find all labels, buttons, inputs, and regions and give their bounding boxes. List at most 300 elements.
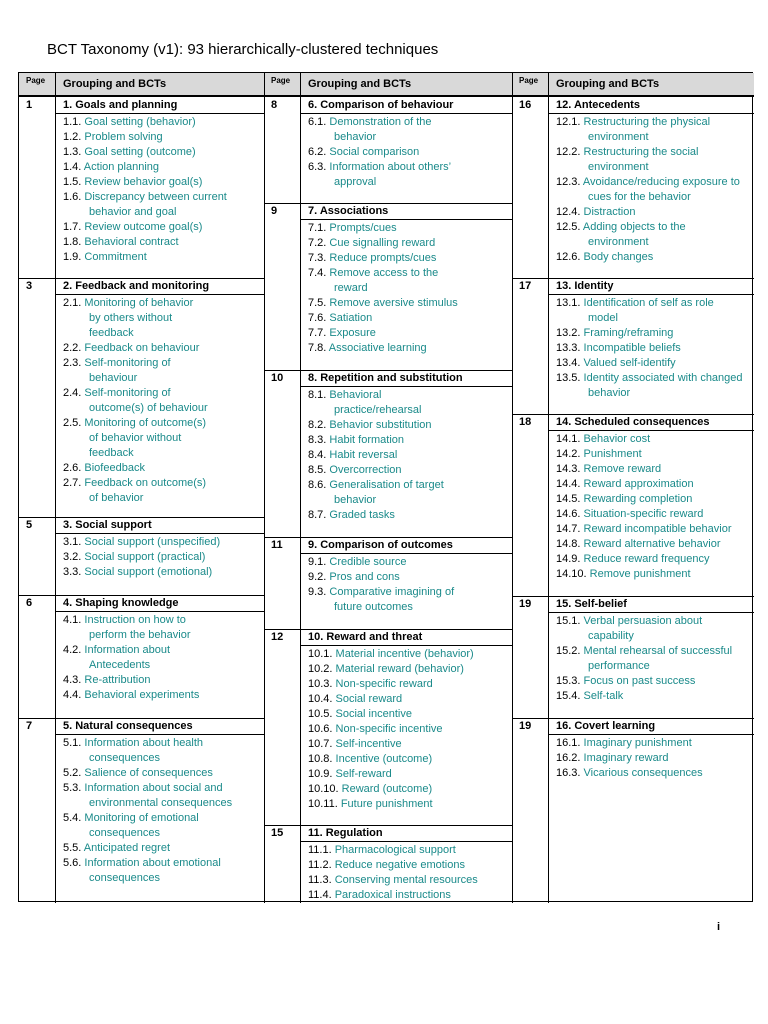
- technique-label: Vicarious consequences: [583, 767, 703, 779]
- document-title: BCT Taxonomy (v1): 93 hierarchically-clustered techniques: [47, 41, 439, 58]
- technique-number: 13.1.: [556, 297, 584, 309]
- technique-item: [556, 296, 714, 311]
- technique-item: [308, 311, 372, 326]
- technique-label: Habit formation: [329, 434, 404, 446]
- technique-item: [63, 613, 186, 628]
- technique-label: Incentive (outcome): [335, 753, 433, 765]
- technique-item: [63, 535, 220, 550]
- technique-label: Credible source: [329, 556, 407, 568]
- technique-item: [63, 476, 206, 491]
- technique-number: 8.5.: [308, 464, 330, 476]
- technique-item: [63, 673, 150, 688]
- group-title: 2. Feedback and monitoring: [63, 280, 210, 292]
- group-page-number: 19: [519, 720, 532, 732]
- technique-label: Feedback on behaviour: [84, 342, 200, 354]
- technique-number: 14.6.: [556, 508, 584, 520]
- group-title: 16. Covert learning: [556, 720, 656, 732]
- technique-label: Social support (emotional): [84, 566, 213, 578]
- technique-number: 13.4.: [556, 357, 584, 369]
- technique-label: Review behavior goal(s): [84, 176, 203, 188]
- technique-label: Monitoring of behavior: [84, 297, 194, 309]
- technique-item: [308, 707, 412, 722]
- technique-item: [556, 175, 740, 190]
- technique-item: [556, 356, 676, 371]
- technique-item: [308, 843, 456, 858]
- group-title-rule: [548, 734, 754, 735]
- technique-item: [63, 341, 199, 356]
- technique-label-continued: cues for the behavior: [588, 191, 691, 203]
- group-title-rule: [55, 294, 264, 295]
- technique-item: [308, 692, 402, 707]
- technique-label-continued: capability: [588, 630, 634, 642]
- column-divider: [512, 73, 513, 903]
- technique-label: Punishment: [583, 448, 642, 460]
- technique-number: 1.2.: [63, 131, 85, 143]
- technique-number: 2.4.: [63, 387, 85, 399]
- technique-number: 11.3.: [308, 874, 335, 886]
- technique-number: 5.2.: [63, 767, 85, 779]
- technique-number: 10.2.: [308, 663, 336, 675]
- technique-number: 7.1.: [308, 222, 330, 234]
- technique-item: [63, 235, 179, 250]
- technique-label: Self-reward: [335, 768, 392, 780]
- technique-number: 12.6.: [556, 251, 584, 263]
- technique-number: 16.2.: [556, 752, 584, 764]
- technique-item: [63, 416, 206, 431]
- technique-number: 8.1.: [308, 389, 330, 401]
- technique-label: Future punishment: [340, 798, 433, 810]
- technique-label-continued: behavior: [334, 494, 377, 506]
- technique-item: [556, 462, 661, 477]
- technique-number: 10.7.: [308, 738, 336, 750]
- technique-number: 1.6.: [63, 191, 85, 203]
- technique-number: 16.1.: [556, 737, 584, 749]
- technique-number: 3.1.: [63, 536, 85, 548]
- technique-number: 8.6.: [308, 479, 330, 491]
- technique-label: Graded tasks: [329, 509, 395, 521]
- technique-number: 10.10.: [308, 783, 342, 795]
- technique-number: 7.6.: [308, 312, 330, 324]
- technique-number: 14.2.: [556, 448, 584, 460]
- technique-label-continued: consequences: [89, 752, 160, 764]
- technique-number: 9.1.: [308, 556, 330, 568]
- technique-item: [308, 341, 427, 356]
- technique-number: 12.3.: [556, 176, 583, 188]
- technique-number: 1.4.: [63, 161, 84, 173]
- group-title: 5. Natural consequences: [63, 720, 193, 732]
- technique-label: Habit reversal: [329, 449, 398, 461]
- technique-label: Action planning: [83, 161, 160, 173]
- technique-item: [308, 388, 381, 403]
- group-page-number: 3: [26, 280, 33, 292]
- technique-label: Adding objects to the: [582, 221, 686, 233]
- technique-label: Demonstration of the: [329, 116, 432, 128]
- technique-item: [556, 477, 694, 492]
- technique-number: 14.4.: [556, 478, 584, 490]
- technique-label: Framing/reframing: [583, 327, 674, 339]
- technique-item: [63, 160, 159, 175]
- technique-label: Re-attribution: [84, 674, 151, 686]
- technique-number: 5.6.: [63, 857, 85, 869]
- technique-label-continued: consequences: [89, 872, 160, 884]
- group-title-rule: [300, 841, 512, 842]
- technique-item: [63, 811, 199, 826]
- group-page-number: 17: [519, 280, 532, 292]
- header-group-label: Grouping and BCTs: [308, 78, 412, 90]
- technique-label-continued: environmental consequences: [89, 797, 233, 809]
- group-title: 6. Comparison of behaviour: [308, 99, 454, 111]
- technique-label: Avoidance/reducing exposure to: [582, 176, 740, 188]
- technique-number: 9.2.: [308, 571, 330, 583]
- group-title: 8. Repetition and substitution: [308, 372, 463, 384]
- technique-item: [556, 552, 710, 567]
- technique-number: 6.3.: [308, 161, 330, 173]
- technique-label-continued: reward: [334, 282, 368, 294]
- technique-number: 14.10.: [556, 568, 590, 580]
- technique-number: 7.7.: [308, 327, 330, 339]
- technique-label: Information about: [84, 644, 171, 656]
- technique-label: Reduce reward frequency: [583, 553, 710, 565]
- technique-item: [63, 461, 145, 476]
- technique-label: Monitoring of outcome(s): [84, 417, 207, 429]
- group-page-number: 12: [271, 631, 284, 643]
- technique-label: Material reward (behavior): [335, 663, 464, 675]
- technique-item: [308, 236, 435, 251]
- group-divider: [512, 718, 754, 719]
- group-page-number: 11: [271, 539, 283, 551]
- technique-label-continued: behaviour: [89, 372, 138, 384]
- group-page-number: 9: [271, 205, 278, 217]
- technique-item: [308, 115, 432, 130]
- group-page-number: 18: [519, 416, 532, 428]
- technique-item: [556, 766, 703, 781]
- technique-label-continued: performance: [588, 660, 650, 672]
- technique-label: Information about others’: [329, 161, 452, 173]
- technique-item: [308, 145, 419, 160]
- technique-item: [308, 448, 397, 463]
- technique-item: [63, 115, 196, 130]
- technique-label: Material incentive (behavior): [335, 648, 474, 660]
- technique-label: Commitment: [84, 251, 147, 263]
- technique-number: 13.2.: [556, 327, 584, 339]
- technique-label-continued: Antecedents: [89, 659, 151, 671]
- technique-number: 8.4.: [308, 449, 330, 461]
- technique-label-continued: of behavior without: [89, 432, 182, 444]
- technique-number: 7.2.: [308, 237, 330, 249]
- technique-label: Instruction on how to: [84, 614, 186, 626]
- technique-item: [308, 478, 444, 493]
- group-divider: [19, 278, 264, 279]
- technique-number: 3.3.: [63, 566, 85, 578]
- technique-number: 7.8.: [308, 342, 329, 354]
- technique-item: [556, 447, 642, 462]
- technique-label: Restructuring the social: [583, 146, 699, 158]
- technique-item: [556, 674, 695, 689]
- group-title-rule: [300, 645, 512, 646]
- technique-number: 2.1.: [63, 297, 85, 309]
- bct-table: [18, 72, 753, 902]
- header-group-label: Grouping and BCTs: [556, 78, 660, 90]
- technique-label: Identity associated with changed: [583, 372, 743, 384]
- technique-item: [63, 220, 202, 235]
- technique-label: Anticipated regret: [83, 842, 171, 854]
- technique-label: Review outcome goal(s): [84, 221, 203, 233]
- technique-number: 7.3.: [308, 252, 330, 264]
- header-group-label: Grouping and BCTs: [63, 78, 167, 90]
- technique-item: [556, 341, 681, 356]
- technique-label: Social reward: [335, 693, 403, 705]
- technique-number: 10.5.: [308, 708, 336, 720]
- technique-number: 8.3.: [308, 434, 330, 446]
- technique-number: 7.4.: [308, 267, 330, 279]
- technique-item: [63, 856, 221, 871]
- technique-number: 1.3.: [63, 146, 85, 158]
- group-divider: [19, 517, 264, 518]
- technique-item: [556, 205, 636, 220]
- technique-number: 8.2.: [308, 419, 330, 431]
- technique-number: 10.8.: [308, 753, 336, 765]
- technique-number: 14.7.: [556, 523, 584, 535]
- technique-item: [308, 722, 443, 737]
- technique-label: Identification of self as role: [583, 297, 714, 309]
- technique-item: [63, 781, 223, 796]
- technique-label: Feedback on outcome(s): [84, 477, 207, 489]
- technique-item: [308, 782, 432, 797]
- group-title: 15. Self-belief: [556, 598, 627, 610]
- technique-number: 10.6.: [308, 723, 336, 735]
- technique-label: Pharmacological support: [334, 844, 456, 856]
- technique-number: 10.11.: [308, 798, 341, 810]
- technique-number: 2.7.: [63, 477, 85, 489]
- group-title: 1. Goals and planning: [63, 99, 178, 111]
- technique-label: Restructuring the physical: [583, 116, 711, 128]
- technique-item: [308, 647, 474, 662]
- technique-label: Reduce negative emotions: [334, 859, 465, 871]
- technique-item: [63, 643, 170, 658]
- technique-item: [308, 585, 454, 600]
- technique-item: [556, 507, 703, 522]
- technique-item: [308, 418, 432, 433]
- technique-number: 2.5.: [63, 417, 85, 429]
- technique-label-continued: practice/rehearsal: [334, 404, 422, 416]
- technique-number: 13.3.: [556, 342, 584, 354]
- group-page-number: 10: [271, 372, 284, 384]
- technique-label: Satiation: [329, 312, 373, 324]
- technique-item: [63, 175, 202, 190]
- technique-label: Social support (unspecified): [84, 536, 221, 548]
- technique-number: 5.3.: [63, 782, 85, 794]
- group-page-number: 1: [26, 99, 33, 111]
- group-divider: [264, 370, 512, 371]
- group-divider: [512, 596, 754, 597]
- technique-number: 1.8.: [63, 236, 85, 248]
- technique-number: 12.2.: [556, 146, 584, 158]
- technique-label: Comparative imagining of: [329, 586, 455, 598]
- technique-label: Imaginary reward: [583, 752, 669, 764]
- technique-label: Non-specific incentive: [335, 723, 443, 735]
- group-title-rule: [55, 533, 264, 534]
- technique-item: [63, 550, 205, 565]
- technique-label: Reward approximation: [583, 478, 694, 490]
- technique-label: Behavior substitution: [329, 419, 432, 431]
- group-title-rule: [548, 113, 754, 114]
- technique-number: 10.3.: [308, 678, 336, 690]
- technique-label: Rewarding completion: [583, 493, 693, 505]
- group-page-number: 15: [271, 827, 284, 839]
- technique-number: 10.1.: [308, 648, 336, 660]
- technique-number: 15.3.: [556, 675, 584, 687]
- technique-number: 9.3.: [308, 586, 330, 598]
- group-divider: [264, 825, 512, 826]
- technique-item: [308, 508, 395, 523]
- technique-label: Overcorrection: [329, 464, 402, 476]
- technique-label: Self-monitoring of: [84, 357, 171, 369]
- group-title-rule: [55, 113, 264, 114]
- technique-item: [63, 190, 227, 205]
- technique-number: 4.2.: [63, 644, 85, 656]
- technique-number: 5.1.: [63, 737, 85, 749]
- technique-item: [308, 797, 433, 812]
- technique-item: [63, 386, 171, 401]
- technique-item: [556, 492, 692, 507]
- technique-label-continued: behavior: [334, 131, 377, 143]
- technique-item: [63, 841, 170, 856]
- technique-item: [63, 565, 212, 580]
- technique-label: Incompatible beliefs: [583, 342, 681, 354]
- technique-label: Monitoring of emotional: [84, 812, 199, 824]
- technique-label-continued: approval: [334, 176, 377, 188]
- technique-item: [556, 614, 702, 629]
- technique-item: [308, 266, 438, 281]
- technique-item: [308, 752, 432, 767]
- technique-number: 14.9.: [556, 553, 584, 565]
- technique-item: [308, 677, 433, 692]
- group-divider: [512, 278, 754, 279]
- technique-label: Situation-specific reward: [583, 508, 704, 520]
- technique-number: 8.7.: [308, 509, 330, 521]
- group-title: 9. Comparison of outcomes: [308, 539, 453, 551]
- technique-item: [308, 737, 402, 752]
- group-title: 14. Scheduled consequences: [556, 416, 710, 428]
- technique-item: [556, 115, 710, 130]
- technique-label: Exposure: [329, 327, 376, 339]
- technique-item: [308, 888, 451, 903]
- technique-label: Information about health: [84, 737, 204, 749]
- technique-number: 10.9.: [308, 768, 336, 780]
- technique-number: 7.5.: [308, 297, 330, 309]
- group-page-number: 7: [26, 720, 33, 732]
- technique-label-continued: of behavior: [89, 492, 144, 504]
- technique-number: 16.3.: [556, 767, 584, 779]
- technique-item: [63, 356, 171, 371]
- group-title: 7. Associations: [308, 205, 389, 217]
- technique-item: [63, 296, 193, 311]
- technique-label: Valued self-identify: [583, 357, 676, 369]
- technique-number: 12.5.: [556, 221, 583, 233]
- group-title: 4. Shaping knowledge: [63, 597, 179, 609]
- group-page-number: 19: [519, 598, 532, 610]
- technique-label: Behavioral contract: [84, 236, 179, 248]
- technique-item: [556, 644, 732, 659]
- group-title-rule: [548, 612, 754, 613]
- technique-item: [556, 736, 692, 751]
- header-page-label: Page: [519, 76, 539, 85]
- technique-number: 3.2.: [63, 551, 85, 563]
- group-title: 12. Antecedents: [556, 99, 640, 111]
- group-title-rule: [300, 553, 512, 554]
- group-title: 11. Regulation: [308, 827, 383, 839]
- technique-number: 11.4.: [308, 889, 335, 901]
- group-divider: [512, 414, 754, 415]
- technique-label: Reduce prompts/cues: [329, 252, 437, 264]
- technique-label: Pros and cons: [329, 571, 400, 583]
- technique-item: [556, 250, 653, 265]
- technique-number: 15.2.: [556, 645, 584, 657]
- group-title: 13. Identity: [556, 280, 614, 292]
- technique-label: Goal setting (outcome): [84, 146, 196, 158]
- technique-label: Prompts/cues: [329, 222, 397, 234]
- technique-label-continued: model: [588, 312, 618, 324]
- technique-item: [308, 160, 451, 175]
- group-divider: [264, 537, 512, 538]
- technique-number: 11.2.: [308, 859, 335, 871]
- technique-label: Self-incentive: [335, 738, 402, 750]
- technique-item: [308, 221, 397, 236]
- group-divider: [19, 595, 264, 596]
- technique-label-continued: behavior and goal: [89, 206, 177, 218]
- technique-number: 12.4.: [556, 206, 584, 218]
- technique-label: Focus on past success: [583, 675, 696, 687]
- technique-label-continued: environment: [588, 161, 649, 173]
- technique-label-continued: environment: [588, 236, 649, 248]
- technique-number: 14.3.: [556, 463, 584, 475]
- technique-item: [556, 220, 686, 235]
- technique-item: [63, 130, 163, 145]
- header-page-label: Page: [271, 76, 291, 85]
- technique-number: 14.8.: [556, 538, 584, 550]
- technique-label-continued: behavior: [588, 387, 631, 399]
- group-page-number: 5: [26, 519, 33, 531]
- technique-number: 6.1.: [308, 116, 330, 128]
- group-title-rule: [548, 430, 754, 431]
- header-page-label: Page: [26, 76, 46, 85]
- technique-item: [308, 570, 400, 585]
- technique-item: [63, 736, 203, 751]
- column-divider: [264, 73, 265, 903]
- technique-number: 5.4.: [63, 812, 85, 824]
- technique-number: 10.4.: [308, 693, 336, 705]
- technique-label: Social support (practical): [84, 551, 206, 563]
- technique-item: [308, 296, 458, 311]
- technique-item: [308, 873, 478, 888]
- technique-label-continued: by others without: [89, 312, 173, 324]
- technique-label: Behavioral experiments: [84, 689, 200, 701]
- technique-item: [556, 689, 623, 704]
- technique-number: 4.4.: [63, 689, 85, 701]
- technique-number: 11.1.: [308, 844, 335, 856]
- group-title: 3. Social support: [63, 519, 152, 531]
- technique-label: Reward alternative behavior: [583, 538, 721, 550]
- technique-number: 2.3.: [63, 357, 85, 369]
- technique-label: Conserving mental resources: [334, 874, 478, 886]
- technique-label-continued: feedback: [89, 327, 134, 339]
- technique-item: [308, 433, 404, 448]
- technique-number: 1.7.: [63, 221, 85, 233]
- technique-label: Goal setting (behavior): [84, 116, 196, 128]
- technique-item: [63, 145, 196, 160]
- technique-label: Cue signalling reward: [329, 237, 436, 249]
- technique-label-continued: environment: [588, 131, 649, 143]
